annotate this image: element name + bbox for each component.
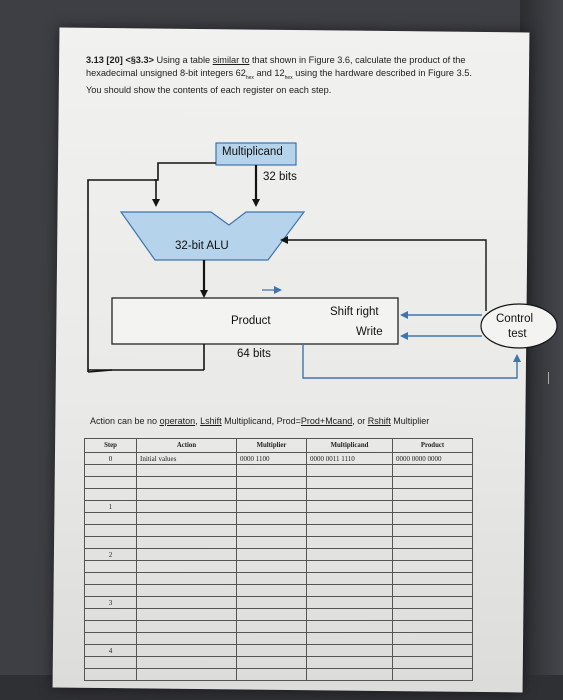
empty-cell bbox=[237, 657, 307, 669]
empty-cell bbox=[307, 537, 393, 549]
step-cell bbox=[85, 609, 137, 621]
header-multiplier: Multiplier bbox=[237, 439, 307, 453]
empty-cell bbox=[307, 597, 393, 609]
empty-cell bbox=[237, 489, 307, 501]
empty-cell bbox=[393, 465, 473, 477]
step-cell: 4 bbox=[85, 645, 137, 657]
empty-cell bbox=[393, 501, 473, 513]
step-cell bbox=[85, 525, 137, 537]
product-cell: 0000 0000 0000 bbox=[393, 453, 473, 465]
empty-cell bbox=[393, 585, 473, 597]
empty-cell bbox=[393, 537, 473, 549]
empty-cell bbox=[137, 573, 237, 585]
empty-cell bbox=[393, 609, 473, 621]
empty-cell bbox=[307, 501, 393, 513]
empty-cell bbox=[237, 669, 307, 681]
empty-cell bbox=[393, 597, 473, 609]
multiplicand-bits-label: 32 bits bbox=[263, 171, 297, 183]
empty-cell bbox=[237, 537, 307, 549]
empty-cell bbox=[393, 573, 473, 585]
empty-cell bbox=[237, 465, 307, 477]
multiplicand-cell: 0000 0011 1110 bbox=[307, 453, 393, 465]
step-cell bbox=[85, 585, 137, 597]
multiplicand-label: Multiplicand bbox=[222, 146, 283, 158]
table-row bbox=[85, 501, 473, 513]
empty-cell bbox=[137, 609, 237, 621]
header-product: Product bbox=[393, 439, 473, 453]
multiplication-steps-table bbox=[84, 438, 473, 681]
empty-cell bbox=[137, 597, 237, 609]
step-cell bbox=[85, 465, 137, 477]
empty-cell bbox=[137, 657, 237, 669]
empty-cell bbox=[307, 489, 393, 501]
empty-cell bbox=[237, 573, 307, 585]
empty-cell bbox=[237, 501, 307, 513]
empty-cell bbox=[393, 657, 473, 669]
empty-cell bbox=[237, 549, 307, 561]
table-row bbox=[85, 477, 473, 489]
empty-cell bbox=[393, 513, 473, 525]
alu-label: 32-bit ALU bbox=[175, 240, 229, 252]
empty-cell bbox=[237, 633, 307, 645]
test-label: test bbox=[508, 328, 527, 340]
empty-cell bbox=[393, 561, 473, 573]
multiplier-cell: 0000 1100 bbox=[237, 453, 307, 465]
empty-cell bbox=[137, 561, 237, 573]
empty-cell bbox=[307, 633, 393, 645]
empty-cell bbox=[137, 537, 237, 549]
step-cell: 2 bbox=[85, 549, 137, 561]
empty-cell bbox=[137, 513, 237, 525]
empty-cell bbox=[393, 621, 473, 633]
empty-cell bbox=[237, 513, 307, 525]
table-row bbox=[85, 621, 473, 633]
table-row bbox=[85, 669, 473, 681]
empty-cell bbox=[137, 669, 237, 681]
empty-cell bbox=[307, 573, 393, 585]
empty-cell bbox=[137, 489, 237, 501]
step-cell bbox=[85, 657, 137, 669]
step-cell bbox=[85, 489, 137, 501]
step-cell bbox=[85, 513, 137, 525]
empty-cell bbox=[137, 501, 237, 513]
empty-cell bbox=[307, 477, 393, 489]
empty-cell bbox=[237, 525, 307, 537]
table-row bbox=[85, 465, 473, 477]
empty-cell bbox=[307, 585, 393, 597]
empty-cell bbox=[237, 597, 307, 609]
multiplicand-shift-loop bbox=[154, 163, 216, 180]
empty-cell bbox=[393, 669, 473, 681]
empty-cell bbox=[393, 489, 473, 501]
write-label: Write bbox=[356, 326, 383, 338]
step-cell: 1 bbox=[85, 501, 137, 513]
product-to-control-wire bbox=[303, 344, 517, 378]
empty-cell bbox=[137, 465, 237, 477]
action-cell: Initial values bbox=[137, 453, 237, 465]
step-cell bbox=[85, 537, 137, 549]
similar-to-text: similar to bbox=[212, 55, 250, 65]
empty-cell bbox=[393, 525, 473, 537]
product-bits-label: 64 bits bbox=[237, 348, 271, 360]
empty-cell bbox=[137, 477, 237, 489]
empty-cell bbox=[237, 477, 307, 489]
control-label: Control bbox=[496, 313, 534, 325]
step-cell bbox=[85, 621, 137, 633]
table-row bbox=[85, 609, 473, 621]
empty-cell bbox=[307, 657, 393, 669]
empty-cell bbox=[237, 585, 307, 597]
empty-cell bbox=[307, 525, 393, 537]
table-row bbox=[85, 645, 473, 657]
step-cell bbox=[85, 633, 137, 645]
empty-cell bbox=[137, 585, 237, 597]
table-row bbox=[85, 525, 473, 537]
empty-cell bbox=[237, 561, 307, 573]
empty-cell bbox=[237, 621, 307, 633]
table-row bbox=[85, 489, 473, 501]
empty-cell bbox=[393, 633, 473, 645]
empty-cell bbox=[137, 549, 237, 561]
shift-right-label: Shift right bbox=[330, 306, 379, 318]
step-cell bbox=[85, 669, 137, 681]
table-row bbox=[85, 573, 473, 585]
step-cell: 3 bbox=[85, 597, 137, 609]
empty-cell bbox=[307, 549, 393, 561]
empty-cell bbox=[307, 669, 393, 681]
table-row bbox=[85, 633, 473, 645]
table-row bbox=[85, 513, 473, 525]
header-action: Action bbox=[137, 439, 237, 453]
empty-cell bbox=[137, 633, 237, 645]
empty-cell bbox=[307, 645, 393, 657]
table-row bbox=[85, 597, 473, 609]
step-cell bbox=[85, 573, 137, 585]
empty-cell bbox=[307, 561, 393, 573]
empty-cell bbox=[393, 477, 473, 489]
table-row bbox=[85, 537, 473, 549]
empty-cell bbox=[307, 513, 393, 525]
table-row bbox=[85, 549, 473, 561]
step-cell bbox=[85, 561, 137, 573]
empty-cell bbox=[307, 621, 393, 633]
empty-cell bbox=[393, 549, 473, 561]
header-multiplicand: Multiplicand bbox=[307, 439, 393, 453]
problem-statement: 3.13 [20] <§3.3> Using a table similar to that shown in Figure 3.6, calculate the product of the hexadecimal unsigned 8-bit integers $62_{hex}$ and $12_{hex}$ using the hardware described in Figure 3.5. You should show the contents of each register on each step. bbox=[86, 55, 472, 95]
empty-cell bbox=[307, 609, 393, 621]
empty-cell bbox=[237, 645, 307, 657]
empty-cell bbox=[137, 621, 237, 633]
product-label: Product bbox=[231, 315, 271, 327]
problem-number: 3.13 [20] <§3.3> bbox=[86, 55, 154, 65]
control-test-unit bbox=[481, 304, 557, 348]
alu-shape bbox=[121, 212, 304, 260]
empty-cell bbox=[393, 645, 473, 657]
table-row bbox=[85, 561, 473, 573]
step-cell bbox=[85, 477, 137, 489]
table-row bbox=[85, 585, 473, 597]
empty-cell bbox=[137, 525, 237, 537]
empty-cell bbox=[237, 609, 307, 621]
table-row bbox=[85, 657, 473, 669]
action-description: Action can be no operaton, Lshift Multiplicand, Prod=Prod+Mcand, or Rshift Multiplier bbox=[90, 416, 430, 426]
header-step: Step bbox=[85, 439, 137, 453]
empty-cell bbox=[307, 465, 393, 477]
step-cell: 0 bbox=[85, 453, 137, 465]
table-row bbox=[85, 453, 473, 465]
empty-cell bbox=[137, 645, 237, 657]
table-header-row bbox=[85, 439, 473, 453]
